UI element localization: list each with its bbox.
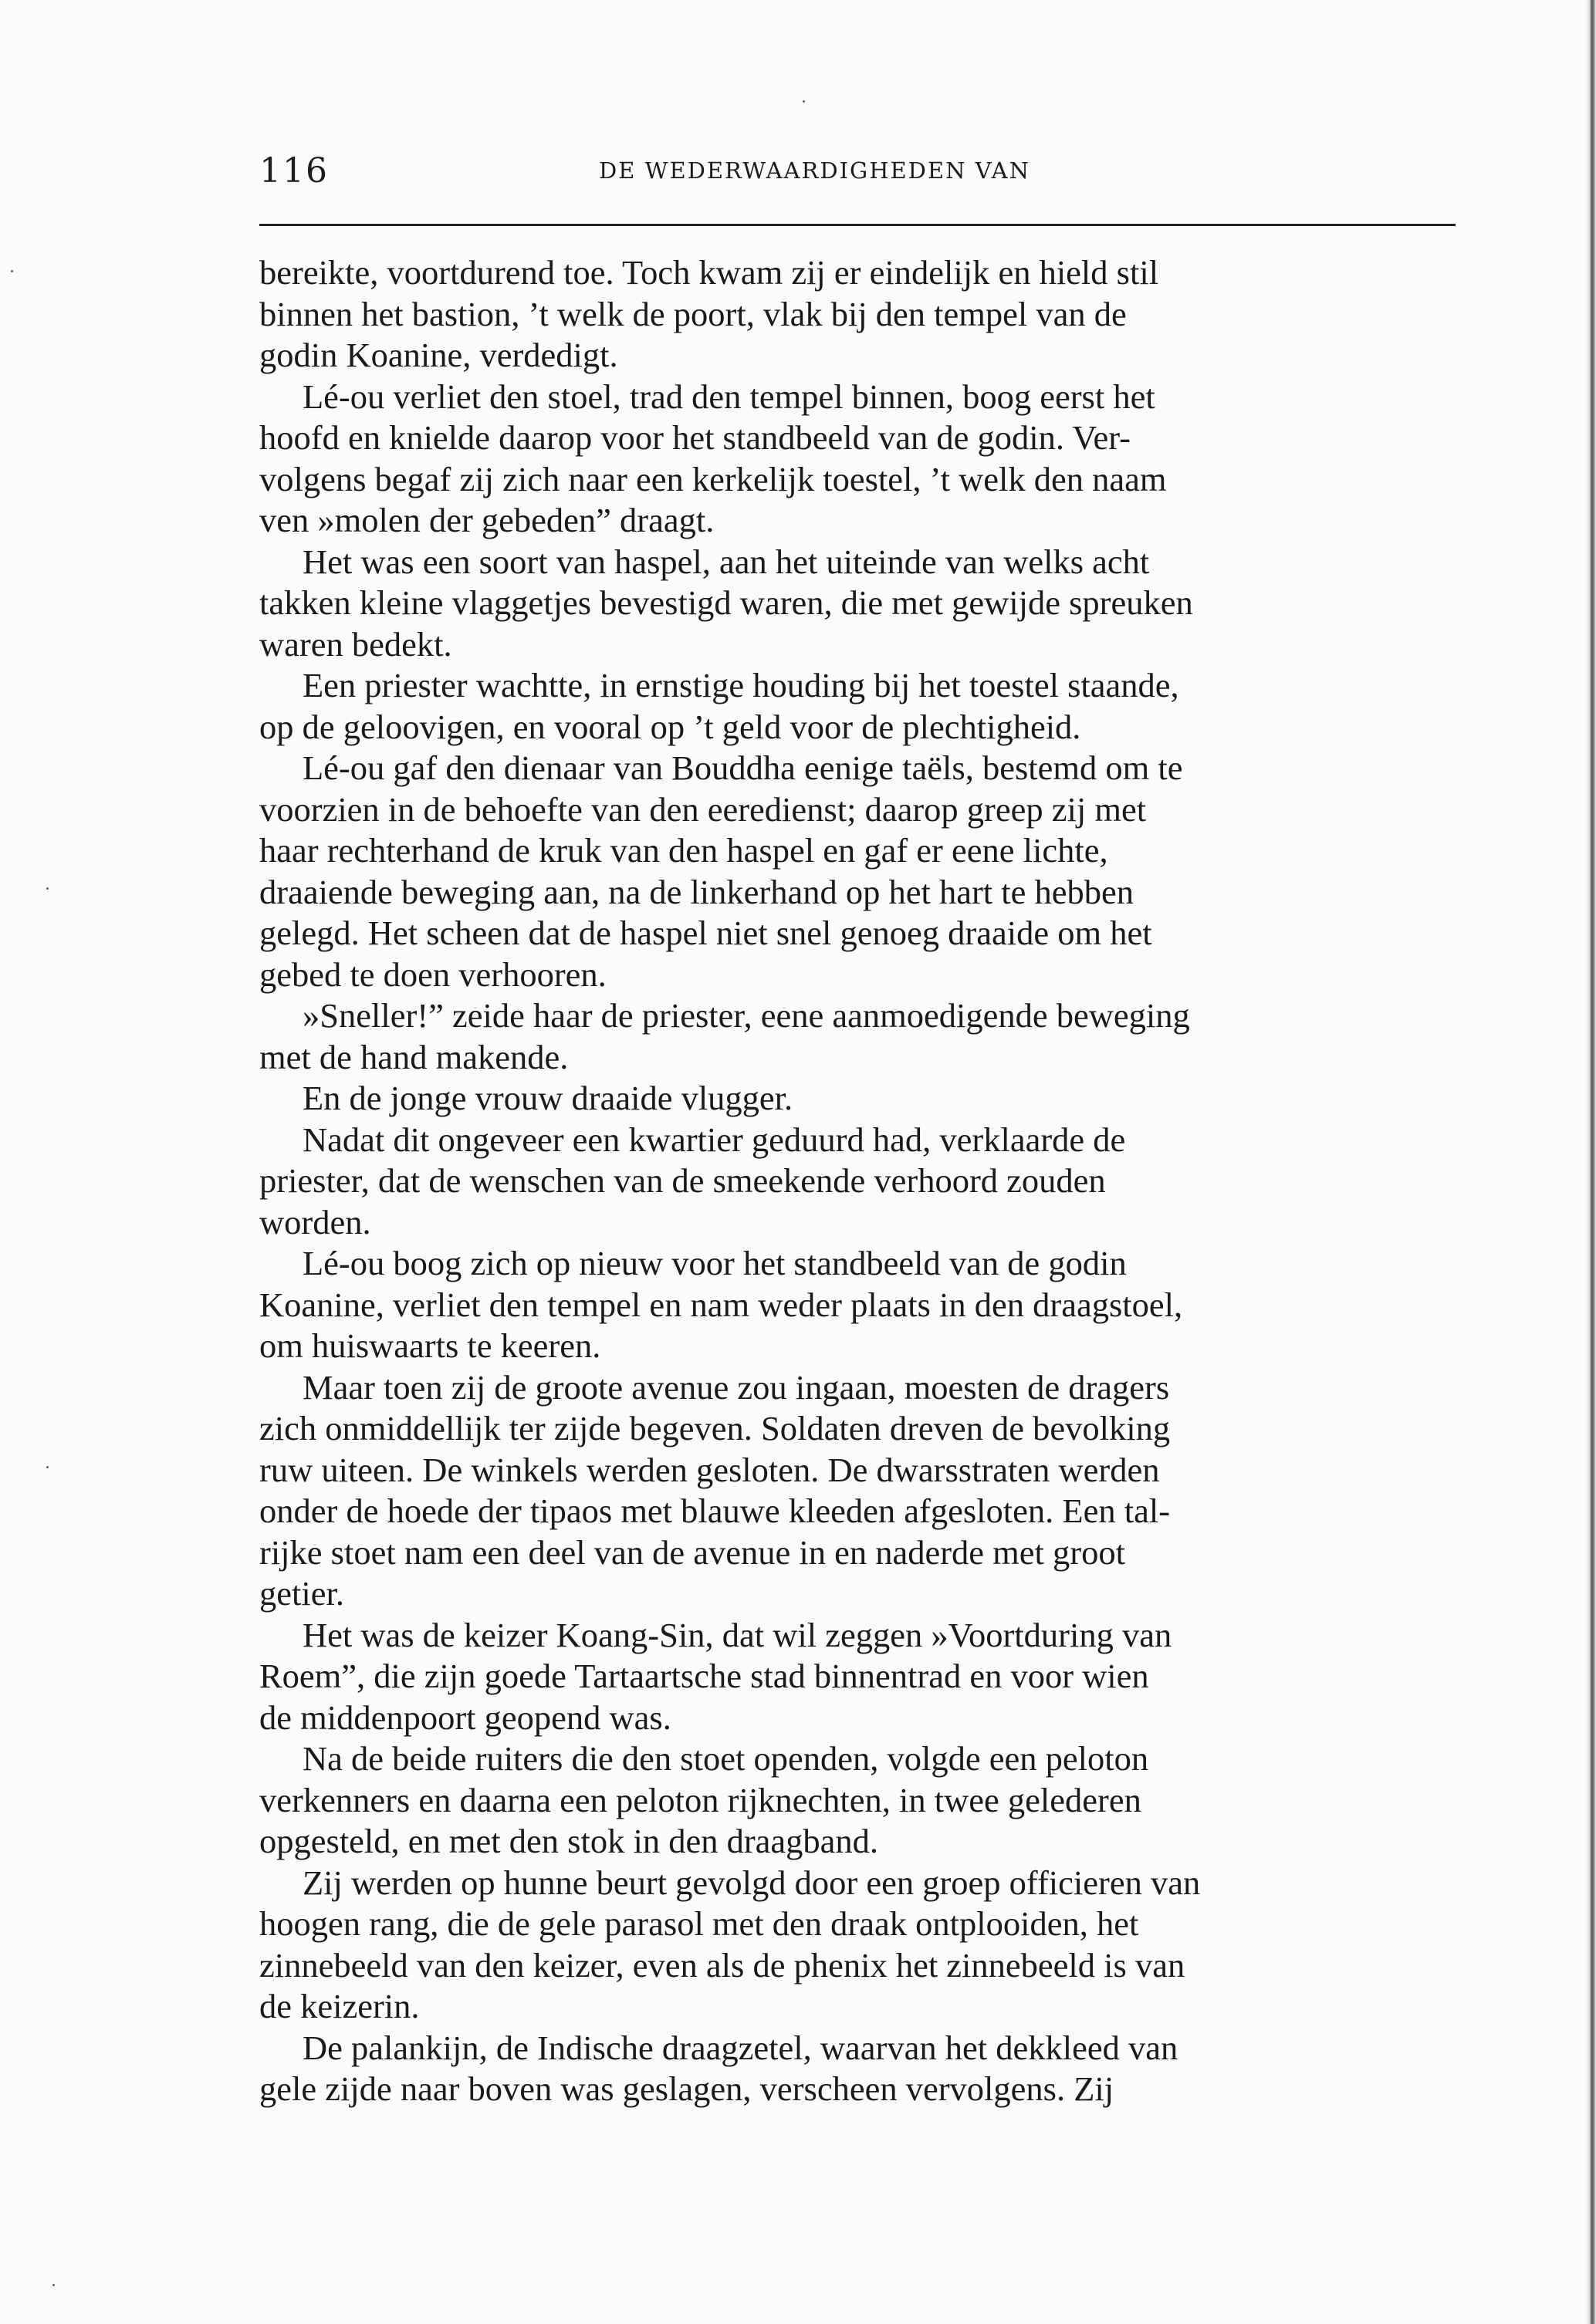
text-line: Roem”, die zijn goede Tartaartsche stad binnentrad en voor wien <box>259 1657 1149 1695</box>
text-line: haar rechterhand de kruk van den haspel en gaf er eene lichte, <box>259 831 1108 870</box>
text-line: met de hand makende. <box>259 1037 569 1076</box>
text-line: ruw uiteen. De winkels werden gesloten. De dwarsstraten werden <box>259 1450 1160 1489</box>
text-line: Een priester wachtte, in ernstige houding bij het toestel staande, <box>303 666 1179 704</box>
text-line: gele zijde naar boven was geslagen, verscheen vervolgens. Zij <box>259 2069 1114 2108</box>
text-line: Na de beide ruiters die den stoet openden, volgde een peloton <box>303 1739 1149 1778</box>
text-line: priester, dat de wenschen van de smeekende verhoord zouden <box>259 1161 1106 1200</box>
text-line: Nadat dit ongeveer een kwartier geduurd had, verklaarde de <box>303 1120 1126 1159</box>
text-line: Maar toen zij de groote avenue zou ingaan, moesten de dragers <box>303 1367 1170 1407</box>
text-line: om huiswaarts te keeren. <box>259 1326 601 1365</box>
running-title: DE WEDERWAARDIGHEDEN VAN <box>599 157 1030 184</box>
scan-speck <box>803 100 805 103</box>
scan-speck <box>46 1466 49 1468</box>
text-line: gebed te doen verhooren. <box>259 954 607 994</box>
page-edge-shadow <box>1585 0 1596 2324</box>
text-line: draaiende beweging aan, na de linkerhand op het hart te hebben <box>259 872 1134 911</box>
text-line: de keizerin. <box>259 1987 420 2025</box>
text-line: waren bedekt. <box>259 624 452 664</box>
scan-speck <box>52 2284 55 2286</box>
text-line: Het was de keizer Koang-Sin, dat wil zeggen »Voortduring van <box>303 1615 1172 1654</box>
page-header <box>259 151 1456 198</box>
text-line: gelegd. Het scheen dat de haspel niet snel genoeg draaide om het <box>259 914 1152 952</box>
text-line: onder de hoede der tipaos met blauwe kleeden afgesloten. Een tal- <box>259 1491 1171 1530</box>
text-line: Lé-ou boog zich op nieuw voor het standbeeld van de godin <box>303 1244 1127 1282</box>
text-line: volgens begaf zij zich naar een kerkelijk toestel, ’t welk den naam <box>259 459 1167 498</box>
header-rule <box>259 224 1456 226</box>
text-line: op de geloovigen, en vooral op ’t geld voor de plechtigheid. <box>259 707 1081 746</box>
text-line: De palankijn, de Indische draagzetel, waarvan het dekkleed van <box>303 2028 1178 2067</box>
text-line: Koanine, verliet den tempel en nam weder plaats in den draagstoel, <box>259 1285 1183 1324</box>
text-line: hoogen rang, die de gele parasol met den draak ontplooiden, het <box>259 1904 1139 1943</box>
body-text <box>259 252 1471 2110</box>
text-line: Lé-ou gaf den dienaar van Bouddha eenige taëls, bestemd om te <box>303 748 1183 787</box>
text-line: zinnebeeld van den keizer, even als de phenix het zinnebeeld is van <box>259 1945 1185 1985</box>
text-line: de middenpoort geopend was. <box>259 1697 671 1737</box>
text-line: verkenners en daarna een peloton rijknechten, in twee gelederen <box>259 1780 1141 1819</box>
scan-speck <box>11 270 13 272</box>
text-line: getier. <box>259 1574 344 1613</box>
text-line: Zij werden op hunne beurt gevolgd door een groep officieren van <box>303 1863 1201 1902</box>
text-line: godin Koanine, verdedigt. <box>259 336 618 374</box>
text-line: »Sneller!” zeide haar de priester, eene aanmoedigende beweging <box>303 996 1190 1035</box>
text-line: zich onmiddellijk ter zijde begeven. Soldaten dreven de bevolking <box>259 1409 1171 1447</box>
text-line: hoofd en knielde daarop voor het standbeeld van de godin. Ver- <box>259 418 1131 457</box>
text-line: binnen het bastion, ’t welk de poort, vlak bij den tempel van de <box>259 294 1127 333</box>
text-line: rijke stoet nam een deel van de avenue in en naderde met groot <box>259 1532 1125 1572</box>
text-line: opgesteld, en met den stok in den draagband. <box>259 1822 879 1860</box>
text-line: En de jonge vrouw draaide vlugger. <box>303 1079 793 1117</box>
text-line: worden. <box>259 1202 371 1241</box>
scan-speck <box>46 887 49 890</box>
text-line: Het was een soort van haspel, aan het uiteinde van welks acht <box>303 542 1150 581</box>
text-line: voorzien in de behoefte van den eeredienst; daarop greep zij met <box>259 789 1147 829</box>
text-line: bereikte, voortdurend toe. Toch kwam zij er eindelijk en hield stil <box>259 253 1159 292</box>
text-line: Lé-ou verliet den stoel, trad den tempel binnen, boog eerst het <box>303 377 1155 416</box>
text-line: ven »molen der gebeden” draagt. <box>259 501 715 539</box>
text-line: takken kleine vlaggetjes bevestigd waren, die met gewijde spreuken <box>259 583 1193 622</box>
page-number: 116 <box>259 151 329 191</box>
